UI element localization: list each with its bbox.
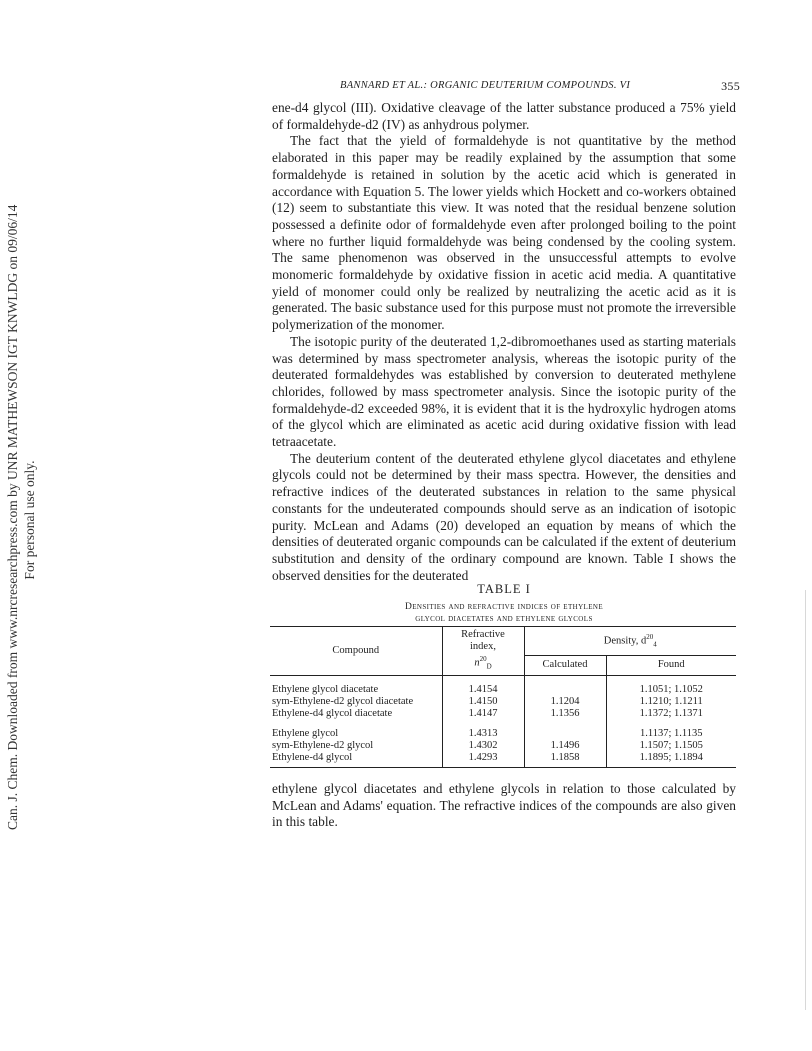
header-calculated: Calculated	[524, 655, 606, 675]
table-row: Ethylene-d4 glycol diacetate 1.4147 1.1356 1.1372; 1.1371	[270, 708, 736, 720]
scan-edge-line	[805, 590, 806, 1010]
table-caption	[272, 582, 736, 625]
paragraph-2: The fact that the yield of formaldehyde is not quantitative by the method elaborated in this paper may be readily explained by the assumption that some formaldehyde is retained in solution by the acetic acid which is generated in accordance with Equation 5. The lower yields which Hockett and co-workers obtained (12) seem to substantiate this view. It was noted that the residual benzene solution possessed a definite odor of formaldehyde even after prolonged boiling to the point where no further liquid formaldehyde was being condensed by the cooling system. The same phenomenon was observed in the unsuccessful attempts to evolve monomeric formaldehyde by oxidative fission in acetic acid media. A quantitative yield of monomer could only be realized by neutralizing the acetic acid as it is generated. The basic substance used for this purpose must not promote the irreversible polymerization of the monomer.	[272, 133, 736, 333]
table-row: Ethylene-d4 glycol 1.4293 1.1858 1.1895; 1.1894	[270, 752, 736, 768]
download-stamp-line-1: Can. J. Chem. Downloaded from www.nrcresearchpress.com by UNR MATHEWSON IGT KNWLDG on 09/06/14	[5, 204, 20, 830]
paragraph-3: The isotopic purity of the deuterated 1,2-dibromoethanes used as starting materials was determined by mass spectrometer analysis, whereas the isotopic purity of the deuterated formaldehydes was established by conversion to deuterated methylene chlorides, followed by mass spectrometer analysis. Since the isotopic purity of the formaldehyde-d2 exceeded 98%, it is evident that it is the hydroxylic hydrogen atoms of the glycol which are eliminated as acetic acid during oxidative fission with lead tetraacetate.	[272, 333, 736, 450]
closing-text	[272, 781, 736, 831]
header-found: Found	[606, 655, 736, 675]
download-stamp	[4, 204, 50, 830]
running-head-title: BANNARD ET AL.: ORGANIC DEUTERIUM COMPOUNDS. VI	[340, 80, 631, 91]
table-row: Ethylene glycol 1.4313 1.1137; 1.1135	[270, 728, 736, 740]
header-compound: Compound	[270, 627, 442, 676]
download-stamp-line-2: For personal use only.	[22, 460, 37, 580]
header-density: Density, $d^{20}_4$	[524, 627, 736, 656]
body-text	[272, 100, 736, 584]
header-refractive: Refractive index, $n^{20}_D$	[442, 627, 524, 676]
table-subtitle-2: glycol diacetates and ethylene glycols	[415, 614, 593, 624]
closing-paragraph: ethylene glycol diacetates and ethylene glycols in relation to those calculated by McLean and Adams' equation. The refractive indices of the compounds are also given in this table.	[272, 781, 736, 830]
table-row: Ethylene glycol diacetate 1.4154 1.1051; 1.1052	[270, 684, 736, 696]
table-row: sym-Ethylene-d2 glycol 1.4302 1.1496 1.1507; 1.1505	[270, 740, 736, 752]
table-row: sym-Ethylene-d2 glycol diacetate 1.4150 1.1204 1.1210; 1.1211	[270, 696, 736, 708]
page-number: 355	[721, 79, 740, 93]
table-title: TABLE I	[477, 582, 531, 596]
table-subtitle-1: Densities and refractive indices of ethylene	[404, 602, 604, 612]
data-table	[270, 626, 736, 768]
paragraph-1: ene-d4 glycol (III). Oxidative cleavage of the latter substance produced a 75% yield of formaldehyde-d2 (IV) as anhydrous polymer.	[272, 100, 736, 132]
paragraph-4: The deuterium content of the deuterated ethylene glycol diacetates and ethylene glycols could not be determined by their mass spectra. However, the densities and refractive indices of the deuterated substances in relation to the same physical constants for the undeuterated compounds should serve as an indication of isotopic purity. McLean and Adams (20) developed an equation by means of which the densities of deuterated organic compounds can be calculated if the extent of deuterium substitution and density of the ordinary compound are known. Table I shows the observed densities for the deuterated	[272, 450, 736, 583]
